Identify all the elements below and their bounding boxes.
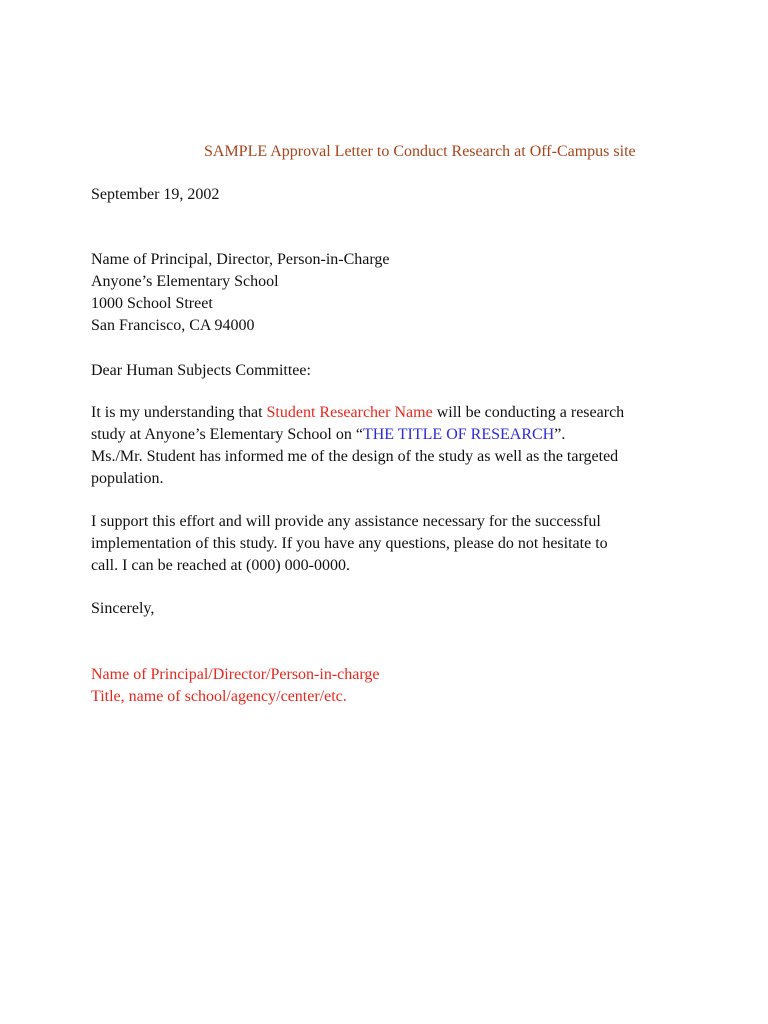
signature-title-placeholder: Title, name of school/agency/center/etc. xyxy=(91,688,347,705)
closing xyxy=(91,598,691,620)
recipient-address xyxy=(91,249,691,337)
paragraph-1 xyxy=(91,402,691,490)
signature-name-placeholder: Name of Principal/Director/Person-in-charge xyxy=(91,666,380,683)
address-line-3: 1000 School Street xyxy=(91,295,213,312)
paragraph-1-line-3: Ms./Mr. Student has informed me of the design of the study as well as the targeted xyxy=(91,448,619,465)
student-researcher-name-placeholder: Student Researcher Name xyxy=(266,404,433,421)
date-text: September 19, 2002 xyxy=(91,186,220,203)
research-title-placeholder: THE TITLE OF RESEARCH xyxy=(362,426,555,443)
p1-text-a: It is my understanding that xyxy=(91,404,267,421)
paragraph-1-line-2 xyxy=(91,424,691,446)
paragraph-2-line-3: call. I can be reached at (000) 000-0000. xyxy=(91,557,350,574)
salutation-text: Dear Human Subjects Committee: xyxy=(91,362,311,379)
p1-text-b: will be conducting a research xyxy=(432,404,625,421)
address-line-2: Anyone’s Elementary School xyxy=(91,273,279,290)
p1-text-c: study at Anyone’s Elementary School on “ xyxy=(91,426,363,443)
address-line-1: Name of Principal, Director, Person-in-Charge xyxy=(91,251,390,268)
closing-text: Sincerely, xyxy=(91,600,155,617)
address-line-4: San Francisco, CA 94000 xyxy=(91,317,255,334)
salutation xyxy=(91,360,691,382)
paragraph-2-line-1: I support this effort and will provide any assistance necessary for the successful xyxy=(91,513,601,530)
p1-text-d: ”. xyxy=(554,426,566,443)
paragraph-1-line-1 xyxy=(91,402,691,424)
paragraph-2-line-2: implementation of this study. If you have any questions, please do not hesitate to xyxy=(91,535,608,552)
letter-title: SAMPLE Approval Letter to Conduct Research at Off-Campus site xyxy=(204,143,636,160)
letter-date xyxy=(91,184,691,206)
paragraph-1-line-4: population. xyxy=(91,470,164,487)
signature-block xyxy=(91,664,691,708)
paragraph-2 xyxy=(91,511,691,577)
